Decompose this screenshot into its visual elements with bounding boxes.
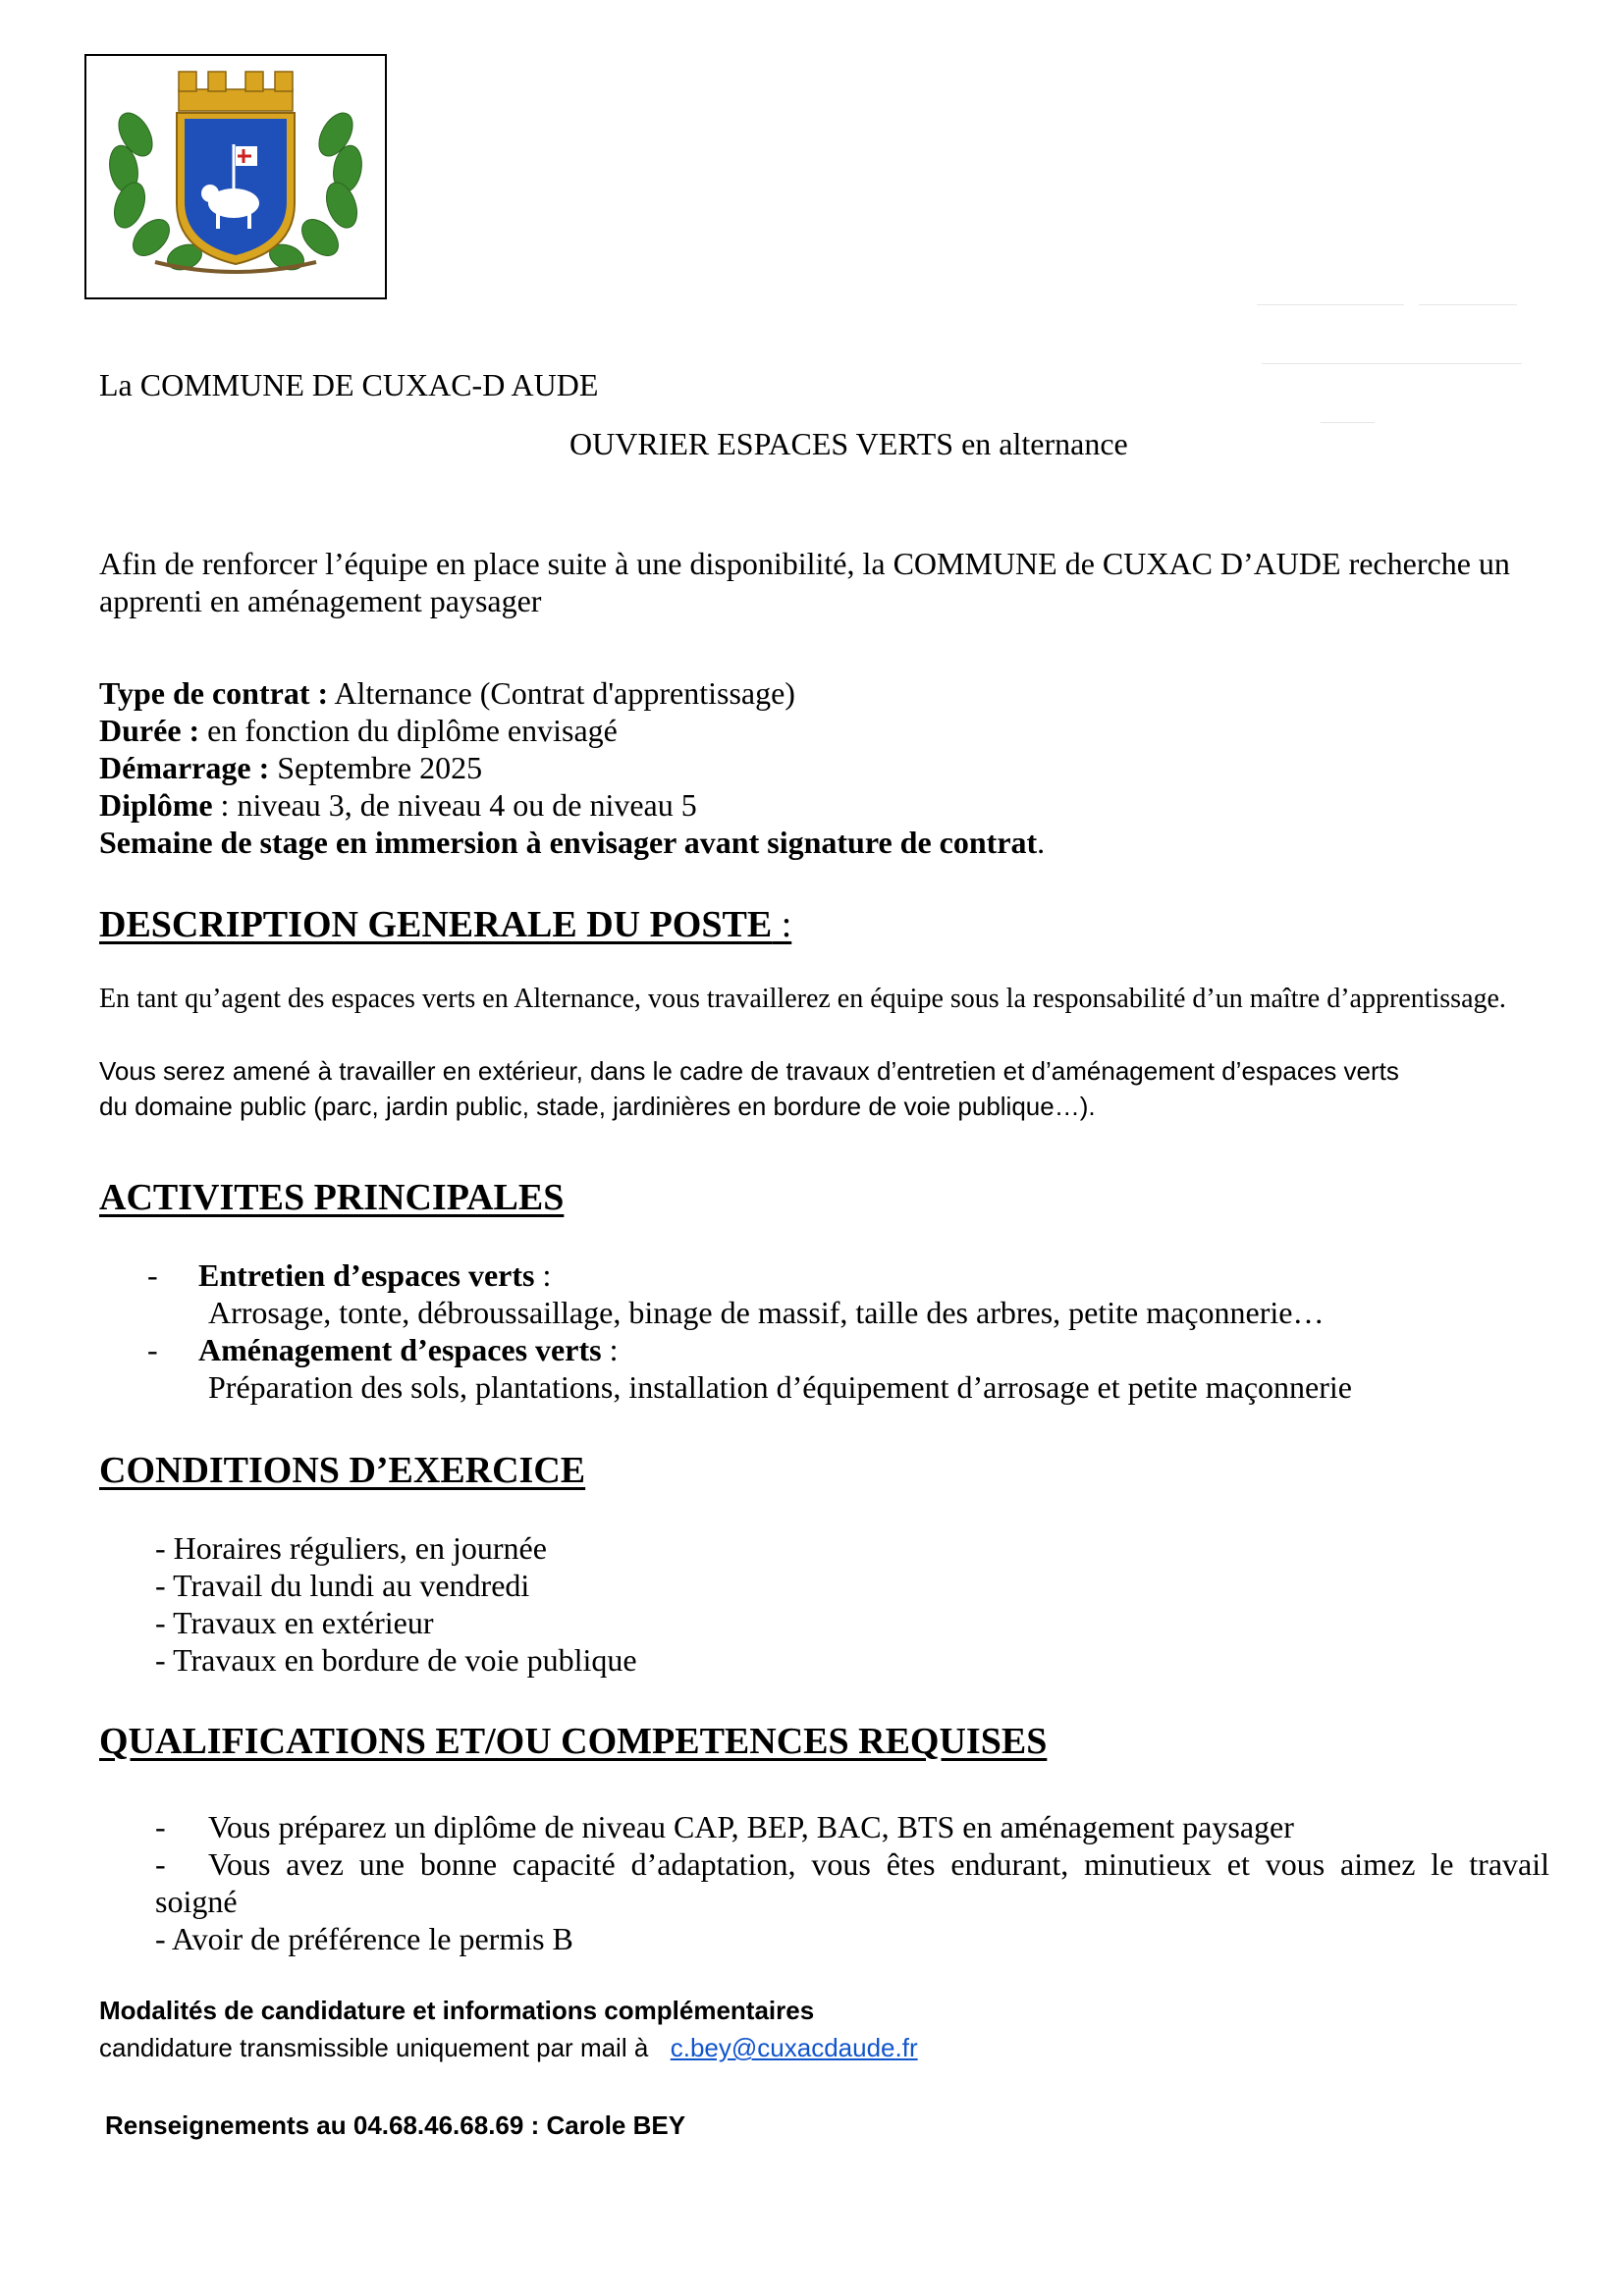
detail-label: Démarrage :	[99, 750, 270, 785]
list-item-continuation: soigné	[155, 1884, 238, 1919]
qualifications-list	[155, 1808, 1549, 1957]
detail-value: Alternance (Contrat d'apprentissage)	[328, 675, 795, 711]
contact-line: candidature transmissible uniquement par mail à c.bey@cuxacdaude.fr	[99, 2033, 918, 2062]
description-heading: DESCRIPTION GENERALE DU POSTE :	[99, 904, 792, 945]
detail-line	[99, 674, 1533, 712]
list-item: - Horaires réguliers, en journée	[155, 1530, 547, 1566]
list-item: - Aménagement d’espaces verts :	[147, 1332, 619, 1367]
activites-heading: ACTIVITES PRINCIPALES	[99, 1177, 565, 1218]
list-item: - Vous avez une bonne capacité d’adaptation, vous êtes endurant, minutieux et vous aimez le travail	[155, 1846, 1549, 1882]
detail-value: : niveau 3, de niveau 4 ou de niveau 5	[212, 787, 697, 823]
description-para-2: Vous serez amené à travailler en extérieur, dans le cadre de travaux d’entretien et d’aménagement d’espaces verts du domaine public (parc, jardin public, stade, jardinières en bordure de voie publique…).	[99, 1056, 1399, 1121]
detail-label: Diplôme	[99, 787, 213, 823]
detail-label: Durée :	[99, 713, 200, 748]
detail-label: Type de contrat :	[99, 675, 329, 711]
list-item: - Entretien d’espaces verts :	[147, 1257, 552, 1293]
activites-list	[147, 1256, 1522, 1406]
faint-line	[1321, 422, 1375, 423]
description-para-1: En tant qu’agent des espaces verts en Alternance, vous travaillerez en équipe sous la responsabilité d’un maître d’apprentissage.	[99, 984, 1506, 1014]
faint-line	[1419, 304, 1517, 305]
detail-line	[99, 712, 1533, 749]
logo-frame	[84, 54, 387, 299]
intro-paragraph: Afin de renforcer l’équipe en place suite à une disponibilité, la COMMUNE de CUXAC D’AUDE recherche un apprenti en aménagement paysager	[99, 546, 1510, 618]
faint-line	[1262, 363, 1522, 364]
contract-details	[99, 674, 1533, 861]
faint-line	[1257, 304, 1404, 305]
list-item-detail: Préparation des sols, plantations, installation d’équipement d’arrosage et petite maçonnerie	[208, 1369, 1352, 1405]
conditions-heading: CONDITIONS D’EXERCICE	[99, 1450, 586, 1491]
email-link[interactable]: c.bey@cuxacdaude.fr	[670, 2033, 918, 2062]
detail-line	[99, 749, 1533, 786]
list-item: - Vous préparez un diplôme de niveau CAP, BEP, BAC, BTS en aménagement paysager	[155, 1809, 1294, 1844]
detail-value: Septembre 2025	[269, 750, 483, 785]
list-item: - Travail du lundi au vendredi	[155, 1568, 530, 1603]
detail-line	[99, 786, 1533, 824]
list-item: - Travaux en bordure de voie publique	[155, 1642, 637, 1678]
list-item: - Travaux en extérieur	[155, 1605, 434, 1640]
list-item: - Avoir de préférence le permis B	[155, 1921, 573, 1956]
contact-info: Renseignements au 04.68.46.68.69 : Carole BEY	[105, 2110, 686, 2140]
commune-name: La COMMUNE DE CUXAC-D AUDE	[99, 367, 599, 402]
job-title: OUVRIER ESPACES VERTS en alternance	[569, 426, 1128, 461]
conditions-list	[155, 1529, 637, 1679]
detail-value: en fonction du diplôme envisagé	[199, 713, 618, 748]
coat-of-arms-logo	[86, 56, 385, 297]
contact-heading: Modalités de candidature et informations complémentaires	[99, 1996, 815, 2025]
list-item-detail: Arrosage, tonte, débroussaillage, binage de massif, taille des arbres, petite maçonnerie…	[208, 1295, 1325, 1330]
qualifications-heading: QUALIFICATIONS ET/OU COMPETENCES REQUISES	[99, 1721, 1048, 1762]
stage-note: Semaine de stage en immersion à envisager avant signature de contrat.	[99, 825, 1046, 860]
